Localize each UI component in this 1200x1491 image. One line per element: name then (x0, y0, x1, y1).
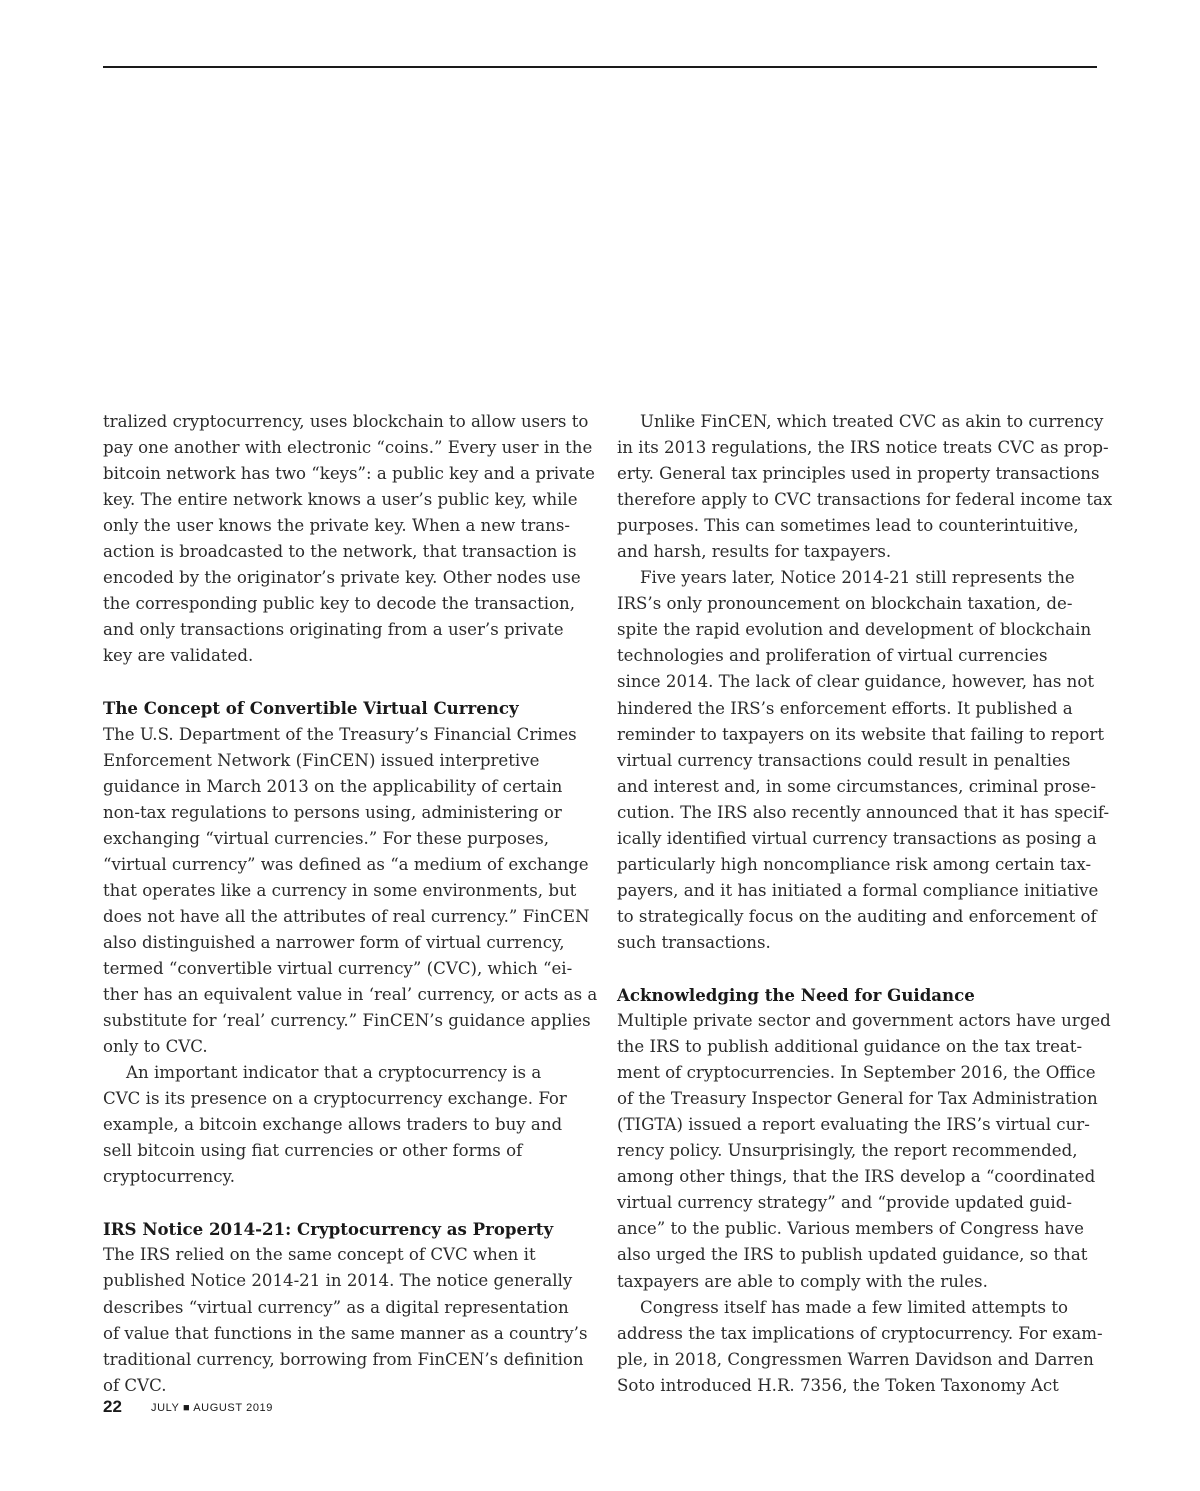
text-line: traditional currency, borrowing from FinCEN’s definition (103, 1349, 584, 1369)
right-column (617, 409, 1113, 1399)
text-line: only the user knows the private key. When a new trans- (103, 516, 570, 536)
text-line: reminder to taxpayers on its website that failing to report (617, 724, 1104, 744)
text-line: of value that functions in the same manner as a country’s (103, 1323, 588, 1343)
issue-date: JULY ■ AUGUST 2019 (151, 1402, 273, 1414)
text-line: also urged the IRS to publish updated guidance, so that (617, 1245, 1088, 1265)
text-line: pay one another with electronic “coins.” Every user in the (103, 438, 593, 458)
text-line: in its 2013 regulations, the IRS notice treats CVC as prop- (617, 438, 1109, 458)
text-line: of CVC. (103, 1375, 167, 1395)
text-line: “virtual currency” was defined as “a medium of exchange (103, 854, 589, 874)
text-line: such transactions. (617, 932, 771, 952)
text-line: Multiple private sector and government actors have urged (617, 1011, 1111, 1031)
text-line: The IRS relied on the same concept of CVC when it (103, 1245, 536, 1265)
text-line: taxpayers are able to comply with the rules. (617, 1271, 988, 1291)
text-line: only to CVC. (103, 1037, 208, 1057)
body-paragraph (617, 1295, 1103, 1399)
text-line: virtual currency transactions could result in penalties (617, 750, 1071, 770)
body-paragraph (617, 565, 1110, 956)
text-line: among other things, that the IRS develop a “coordinated (617, 1167, 1096, 1187)
text-line: Five years later, Notice 2014-21 still represents the (640, 568, 1075, 588)
text-line: purposes. This can sometimes lead to counterintuitive, (617, 516, 1079, 536)
text-line: the IRS to publish additional guidance on the tax treat- (617, 1037, 1083, 1057)
text-line: virtual currency strategy” and “provide updated guid- (617, 1193, 1072, 1213)
section-heading: The Concept of Convertible Virtual Currency (103, 698, 519, 719)
text-line: and interest and, in some circumstances, criminal prose- (617, 776, 1096, 796)
text-line: particularly high noncompliance risk among certain tax- (617, 854, 1092, 874)
text-line: of the Treasury Inspector General for Tax Administration (617, 1089, 1098, 1109)
text-line: CVC is its presence on a cryptocurrency exchange. For (103, 1089, 567, 1109)
left-column (103, 409, 598, 1399)
text-line: action is broadcasted to the network, that transaction is (103, 542, 577, 562)
text-line: ple, in 2018, Congressmen Warren Davidson and Darren (617, 1349, 1094, 1369)
text-line: also distinguished a narrower form of virtual currency, (103, 932, 565, 952)
text-line: describes “virtual currency” as a digital representation (103, 1297, 569, 1317)
text-line: ance” to the public. Various members of Congress have (617, 1219, 1084, 1239)
text-line: payers, and it has initiated a formal compliance initiative (617, 880, 1099, 900)
text-line: bitcoin network has two “keys”: a public key and a private (103, 464, 595, 484)
text-line: Unlike FinCEN, which treated CVC as akin to currency (640, 412, 1104, 431)
text-line: IRS’s only pronouncement on blockchain taxation, de- (617, 594, 1073, 614)
text-line: ically identified virtual currency transactions as posing a (617, 828, 1097, 848)
text-line: exchanging “virtual currencies.” For these purposes, (103, 828, 550, 848)
body-paragraph (617, 1008, 1111, 1295)
text-line: termed “convertible virtual currency” (CVC), which “ei- (103, 958, 573, 978)
body-paragraph (103, 1242, 588, 1398)
text-line: example, a bitcoin exchange allows traders to buy and (103, 1115, 563, 1135)
text-line: rency policy. Unsurprisingly, the report recommended, (617, 1141, 1078, 1161)
text-line: since 2014. The lack of clear guidance, however, has not (617, 672, 1095, 692)
text-line: published Notice 2014-21 in 2014. The notice generally (103, 1271, 573, 1291)
text-line: technologies and proliferation of virtual currencies (617, 646, 1048, 666)
text-line: non-tax regulations to persons using, administering or (103, 802, 562, 822)
text-line: tralized cryptocurrency, uses blockchain to allow users to (103, 412, 589, 431)
text-line: substitute for ‘real’ currency.” FinCEN’s guidance applies (103, 1011, 591, 1031)
text-line: Enforcement Network (FinCEN) issued interpretive (103, 750, 540, 770)
text-line: guidance in March 2013 on the applicability of certain (103, 776, 563, 796)
body-paragraph (103, 722, 598, 1061)
text-line: and only transactions originating from a user’s private (103, 620, 564, 640)
section-heading: Acknowledging the Need for Guidance (617, 984, 975, 1005)
text-line: and harsh, results for taxpayers. (617, 542, 892, 562)
body-paragraph (617, 409, 1113, 565)
text-line: key. The entire network knows a user’s public key, while (103, 490, 578, 510)
section-heading: IRS Notice 2014-21: Cryptocurrency as Property (103, 1219, 554, 1240)
text-line: therefore apply to CVC transactions for federal income tax (617, 490, 1113, 510)
text-line: spite the rapid evolution and development of blockchain (617, 620, 1092, 640)
text-line: hindered the IRS’s enforcement efforts. It published a (617, 698, 1073, 718)
text-line: that operates like a currency in some environments, but (103, 880, 577, 900)
text-line: (TIGTA) issued a report evaluating the IRS’s virtual cur- (617, 1115, 1090, 1135)
top-rule (103, 66, 1097, 68)
text-line: the corresponding public key to decode the transaction, (103, 594, 576, 614)
text-line: to strategically focus on the auditing and enforcement of (617, 906, 1097, 926)
page-number: 22 (103, 1397, 122, 1416)
text-line: cution. The IRS also recently announced that it has specif- (617, 802, 1110, 822)
text-line: An important indicator that a cryptocurrency is a (126, 1063, 542, 1083)
text-line: ther has an equivalent value in ‘real’ currency, or acts as a (103, 984, 598, 1004)
text-line: encoded by the originator’s private key. Other nodes use (103, 568, 581, 588)
text-line: ment of cryptocurrencies. In September 2016, the Office (617, 1063, 1096, 1083)
text-line: Soto introduced H.R. 7356, the Token Taxonomy Act (617, 1375, 1059, 1395)
body-paragraph (103, 409, 595, 669)
text-line: sell bitcoin using fiat currencies or other forms of (103, 1141, 523, 1161)
body-paragraph (103, 1060, 585, 1190)
text-line: cryptocurrency. (103, 1167, 235, 1187)
text-line: Congress itself has made a few limited attempts to (640, 1297, 1068, 1317)
text-line: key are validated. (103, 646, 254, 666)
text-line: does not have all the attributes of real currency.” FinCEN (103, 906, 590, 926)
text-line: erty. General tax principles used in property transactions (617, 464, 1100, 484)
text-line: address the tax implications of cryptocurrency. For exam- (617, 1323, 1103, 1343)
text-line: The U.S. Department of the Treasury’s Financial Crimes (103, 724, 577, 744)
